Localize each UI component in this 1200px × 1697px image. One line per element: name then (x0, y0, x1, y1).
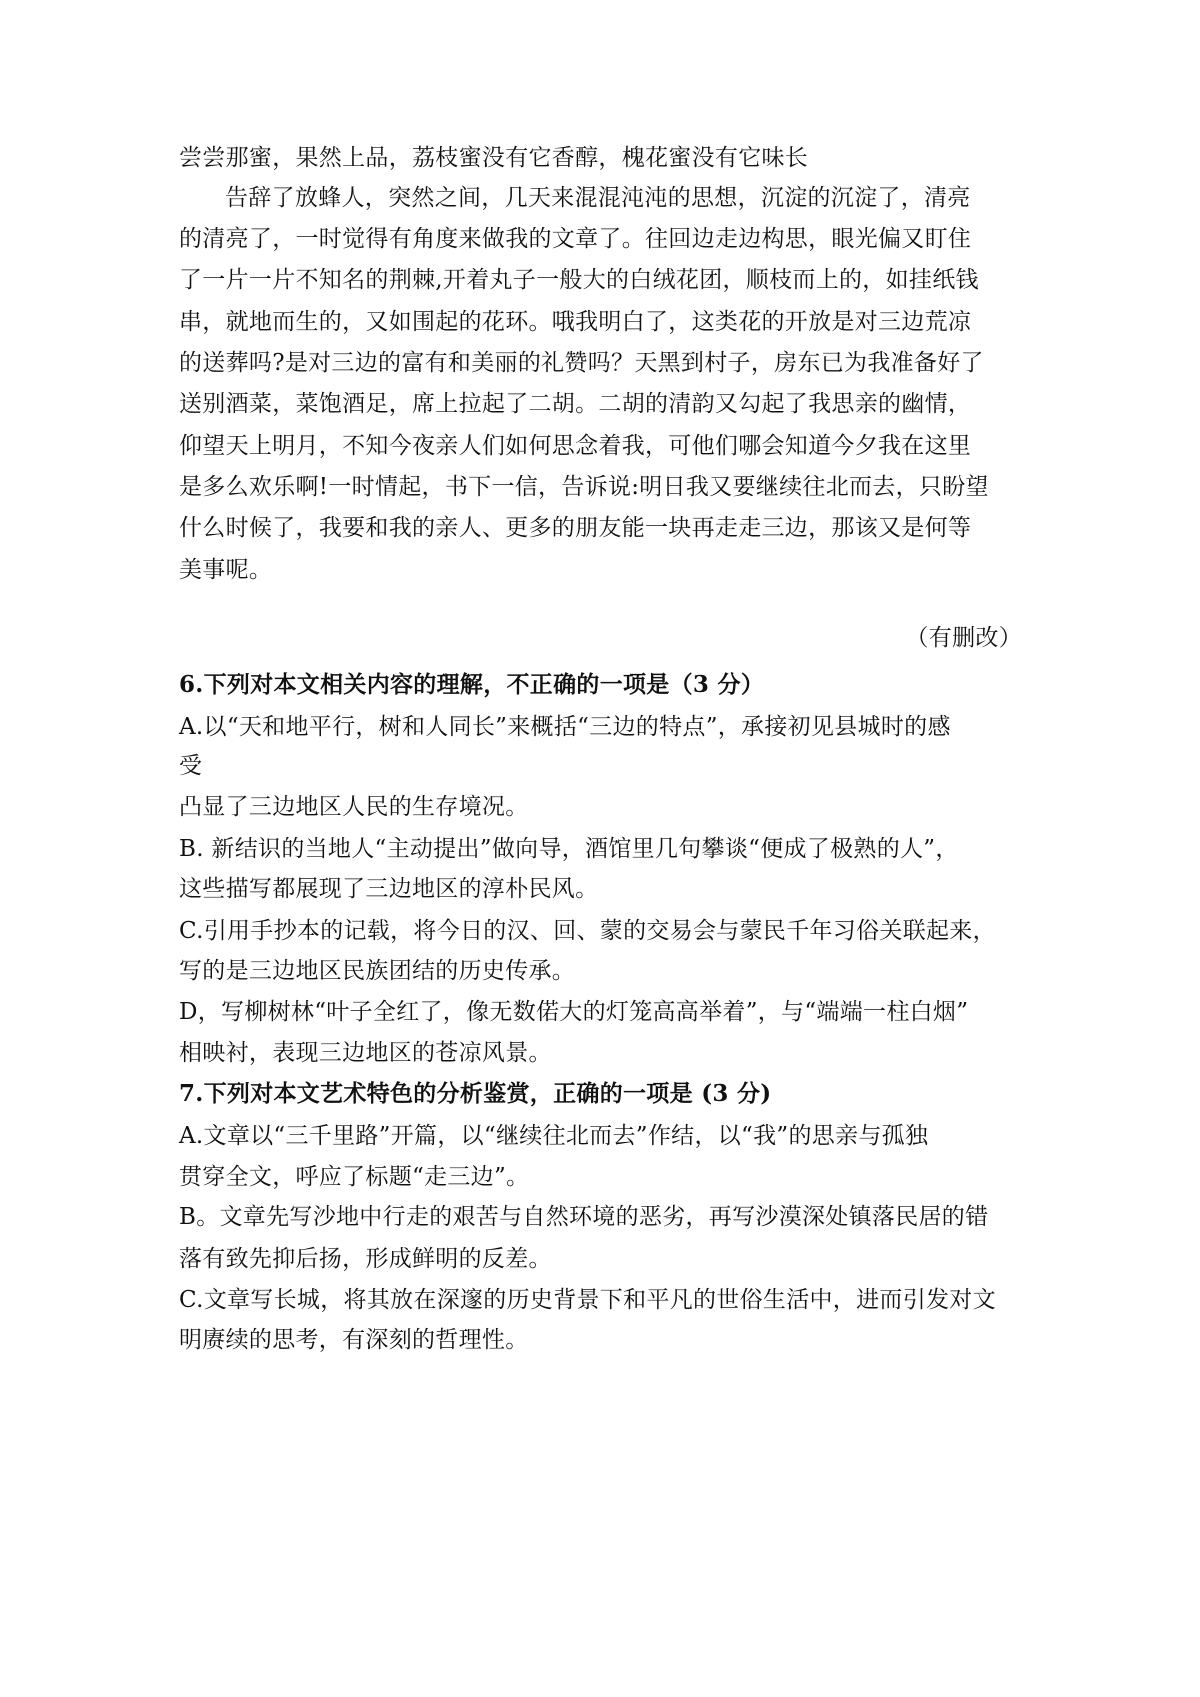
passage-line: 仰望天上明月，不知今夜亲人们如何思念着我，可他们哪会知道今夕我在这里 (179, 433, 972, 459)
source-note: （有删改） (905, 625, 1022, 651)
question-6-stem: 6.下列对本文相关内容的理解，不正确的一项是（3 分） (179, 671, 765, 698)
passage-line: 什么时候了，我要和我的亲人、更多的朋友能一块再走走三边，那该又是何等 (179, 515, 972, 541)
passage-line: 了一片一片不知名的荆棘,开着丸子一般大的白绒花团，顺枝而上的，如挂纸钱 (179, 267, 979, 293)
option-a-line: 受 (179, 753, 203, 779)
option-a-line: 贯穿全文，呼应了标题“走三边”。 (179, 1164, 530, 1190)
option-b-line: B. 新结识的当地人“主动提出”做向导，酒馆里几句攀谈“便成了极熟的人”， (179, 836, 959, 862)
passage-line: 的送葬吗?是对三边的富有和美丽的礼赞吗？天黑到村子，房东已为我准备好了 (179, 350, 984, 376)
passage-line: 是多么欢乐啊!一时情起，书下一信，告诉说:明日我又要继续往北而去，只盼望 (179, 474, 989, 500)
option-a-line: A.文章以“三千里路”开篇，以“继续往北而去”作结，以“我”的思亲与孤独 (179, 1123, 929, 1149)
option-c-line: 明赓续的思考，有深刻的哲理性。 (179, 1327, 529, 1353)
option-c-line: C.文章写长城，将其放在深邃的历史背景下和平凡的世俗生活中，进而引发对文 (179, 1287, 996, 1313)
option-c-line: C.引用手抄本的记载，将今日的汉、回、蒙的交易会与蒙民千年习俗关联起来， (179, 918, 996, 944)
option-c-line: 写的是三边地区民族团结的历史传承。 (179, 958, 576, 984)
passage-line: 尝尝那蜜，果然上品，荔枝蜜没有它香醇，槐花蜜没有它味长 (179, 145, 809, 171)
option-a-line: A.以“天和地平行，树和人同长”来概括“三边的特点”，承接初见县城时的感 (179, 714, 951, 740)
option-a-line: 凸显了三边地区人民的生存境况。 (179, 794, 529, 820)
passage-line: 送别酒菜，菜饱酒足，席上拉起了二胡。二胡的清韵又勾起了我思亲的幽情， (179, 391, 972, 417)
option-d-line: D，写柳树林“叶子全红了，像无数偌大的灯笼高高举着”，与“端端一柱白烟” (179, 999, 969, 1025)
option-b-line: B。文章先写沙地中行走的艰苦与自然环境的恶劣，再写沙漠深处镇落民居的错 (179, 1204, 989, 1230)
option-b-line: 落有致先抑后扬，形成鲜明的反差。 (179, 1246, 552, 1272)
passage-line: 告辞了放蜂人，突然之间，几天来混混沌沌的思想，沉淀的沉淀了，清亮 (225, 185, 971, 211)
option-d-line: 相映衬，表现三边地区的苍凉风景。 (179, 1040, 552, 1066)
passage-line: 美事呢。 (179, 557, 273, 583)
passage-line: 的清亮了，一时觉得有角度来做我的文章了。往回边走边构思，眼光偏又盯住 (179, 226, 972, 252)
question-7-stem: 7.下列对本文艺术特色的分析鉴赏，正确的一项是 (3 分) (179, 1080, 772, 1107)
passage-line: 串，就地而生的，又如围起的花环。哦我明白了，这类花的开放是对三边荒凉 (179, 309, 972, 335)
option-b-line: 这些描写都展现了三边地区的淳朴民风。 (179, 876, 599, 902)
